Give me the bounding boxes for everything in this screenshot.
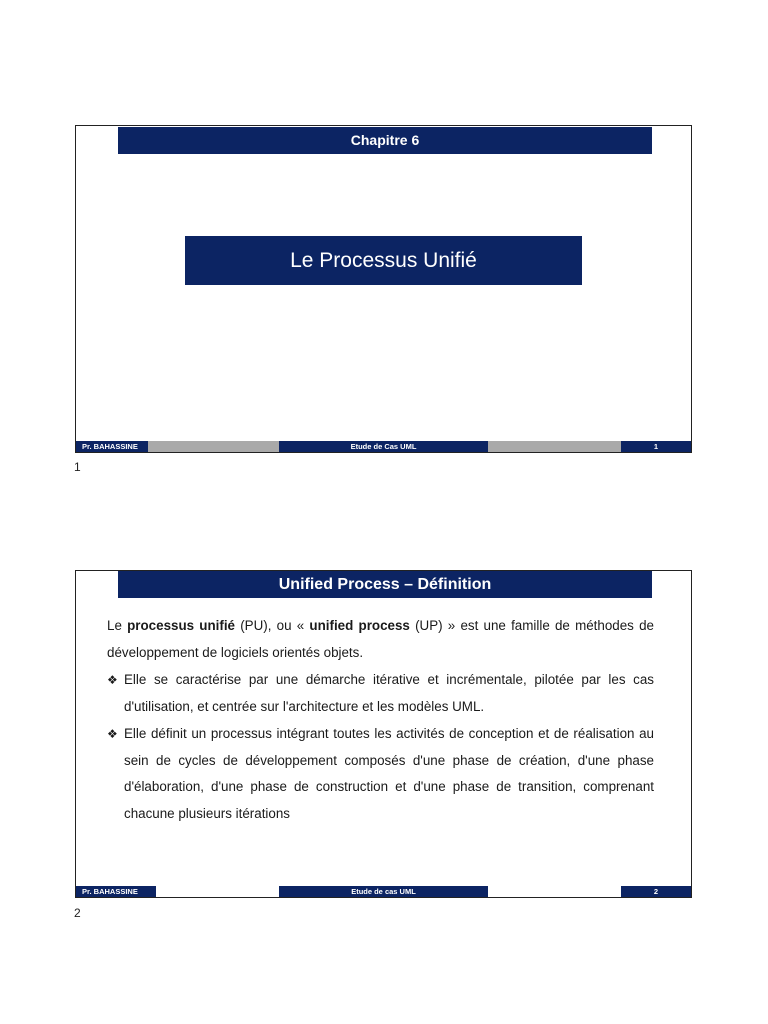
footer-page: 2 — [621, 886, 691, 897]
intro-bold-term: unified process — [309, 618, 410, 633]
footer-course: Etude de Cas UML — [279, 441, 488, 452]
slide-1 — [75, 125, 692, 453]
footer-grey-band — [148, 441, 279, 452]
slide-footer — [76, 441, 691, 452]
chapter-header: Chapitre 6 — [118, 127, 652, 154]
intro-text: (PU), ou « — [235, 618, 310, 633]
intro-text: Le — [107, 618, 128, 633]
slide-header: Unified Process – Définition — [118, 571, 652, 598]
diamond-bullet-icon: ❖ — [107, 673, 118, 687]
bullet-text: Elle se caractérise par une démarche itérative et incrémentale, pilotée par les cas d'utilisation, et centrée sur l'architecture et les modèles UML. — [124, 672, 654, 714]
page-number: 1 — [74, 460, 81, 474]
footer-author: Pr. BAHASSINE — [76, 441, 148, 452]
bullet-text: Elle définit un processus intégrant toutes les activités de conception et de réalisation au sein de cycles de développement composés d'une phase de création, d'une phase d'élaboration, d'une phase de construction et d'une phase de transition, comprenant chacune plusieurs itérations — [124, 726, 654, 821]
slide-footer — [76, 886, 691, 897]
bullet-item — [107, 667, 654, 720]
intro-paragraph — [107, 613, 654, 666]
intro-bold-term: processus unifié — [127, 618, 236, 633]
footer-course: Etude de cas UML — [279, 886, 488, 897]
intro-text: (UP) » est une famille de méthodes de développement de logiciels orientés objets. — [107, 618, 654, 660]
main-title: Le Processus Unifié — [185, 236, 582, 285]
slide-body — [107, 613, 654, 827]
footer-author: Pr. BAHASSINE — [76, 886, 156, 897]
footer-grey-band — [488, 441, 621, 452]
bullet-item — [107, 721, 654, 827]
diamond-bullet-icon: ❖ — [107, 727, 118, 741]
page-number: 2 — [74, 906, 81, 920]
footer-page: 1 — [621, 441, 691, 452]
slide-2 — [75, 570, 692, 898]
